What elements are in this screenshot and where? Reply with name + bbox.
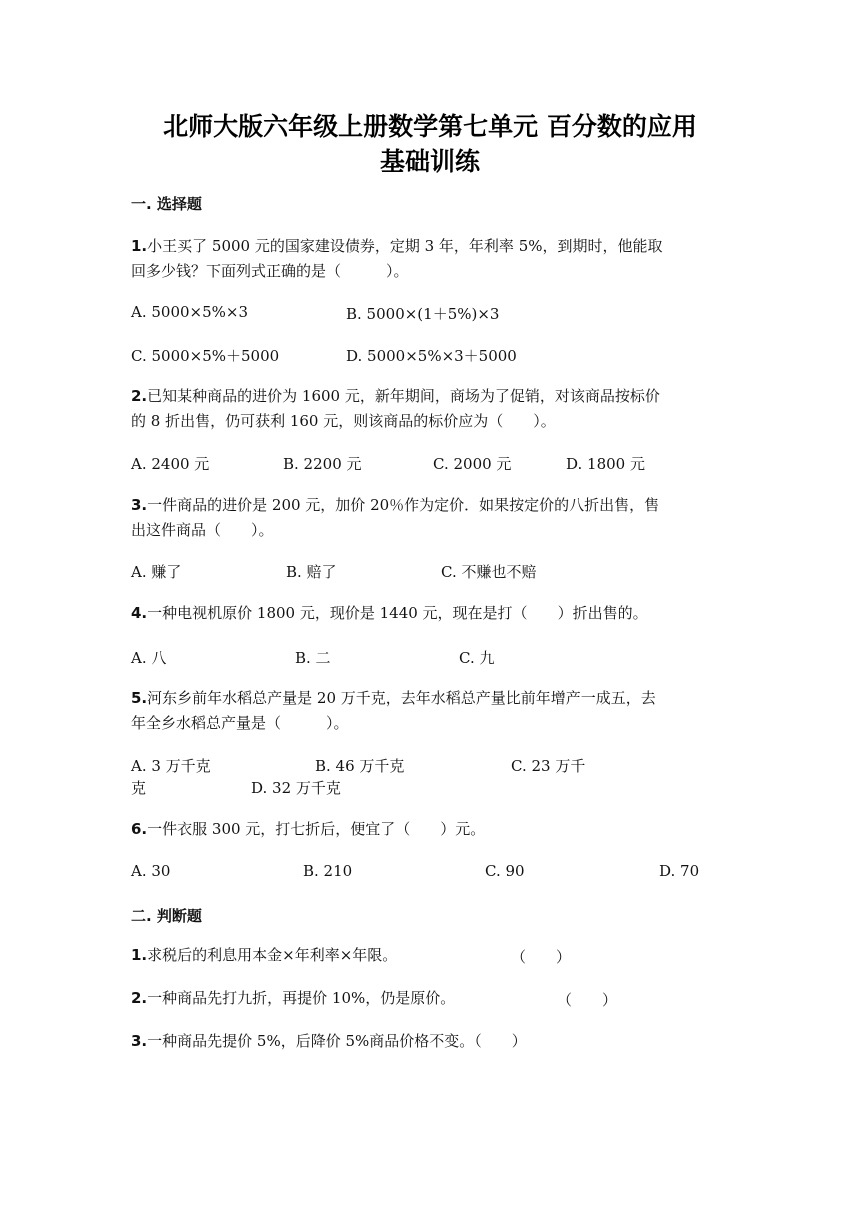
question-text: 的 8 折出售，仍可获利 160 元，则该商品的标价应为（ ）。 — [131, 412, 556, 430]
question-3 — [131, 493, 731, 543]
option-c-wrap: 克 — [131, 779, 147, 797]
option-a: A. 2400 元 — [131, 455, 210, 473]
judgment-question-3 — [131, 1029, 731, 1054]
judgment-question-1 — [131, 943, 731, 968]
option-a: A. 5000×5%×3 — [131, 303, 249, 321]
question-1 — [131, 234, 731, 284]
option-b: B. 5000×(1＋5%)×3 — [346, 305, 500, 323]
option-b: B. 二 — [295, 649, 331, 667]
question-number: 2. — [131, 989, 148, 1007]
question-text: 小王买了 5000 元的国家建设债券，定期 3 年，年利率 5%，到期时，他能取 — [147, 237, 663, 255]
option-a: A. 八 — [131, 649, 167, 667]
question-text: 已知某种商品的进价为 1600 元，新年期间，商场为了促销，对该商品按标价 — [147, 387, 660, 405]
question-number: 3. — [131, 496, 148, 514]
option-a: A. 30 — [131, 862, 171, 880]
option-c: C. 九 — [459, 649, 495, 667]
option-b: B. 赔了 — [286, 563, 337, 581]
question-number: 1. — [131, 946, 148, 964]
option-c: C. 不赚也不赔 — [441, 563, 537, 581]
question-text: 一种商品先提价 5%，后降价 5%商品价格不变。（ ） — [147, 1032, 527, 1050]
option-c: C. 2000 元 — [433, 455, 512, 473]
question-number: 2. — [131, 387, 148, 405]
question-2 — [131, 384, 731, 434]
question-number: 3. — [131, 1032, 148, 1050]
section-heading-judgment: 二. 判断题 — [131, 907, 202, 925]
option-d: D. 70 — [659, 862, 700, 880]
question-text: 出这件商品（ ）。 — [131, 521, 274, 539]
option-a: A. 赚了 — [131, 563, 182, 581]
page-subtitle: 基础训练 — [379, 147, 480, 176]
question-text: 一种电视机原价 1800 元，现价是 1440 元，现在是打（ ）折出售的。 — [147, 604, 648, 622]
question-text: 回多少钱？下面列式正确的是（ ）。 — [131, 262, 409, 280]
answer-blank: （ ） — [557, 991, 618, 1009]
option-c: C. 5000×5%＋5000 — [131, 347, 280, 365]
question-4 — [131, 601, 731, 626]
question-6 — [131, 817, 731, 842]
question-text: 一件衣服 300 元，打七折后，便宜了（ ）元。 — [147, 820, 486, 838]
question-text: 年全乡水稻总产量是（ ）。 — [131, 714, 349, 732]
question-number: 4. — [131, 604, 148, 622]
answer-blank: （ ） — [511, 948, 572, 966]
question-text: 河东乡前年水稻总产量是 20 万千克，去年水稻总产量比前年增产一成五，去 — [147, 689, 656, 707]
question-text: 一种商品先打九折，再提价 10%，仍是原价。 — [147, 989, 456, 1007]
page-title: 北师大版六年级上册数学第七单元 百分数的应用 — [163, 112, 697, 141]
question-5 — [131, 686, 731, 736]
option-b: B. 2200 元 — [283, 455, 362, 473]
option-c: C. 90 — [485, 862, 525, 880]
question-number: 1. — [131, 237, 148, 255]
option-d: D. 5000×5%×3＋5000 — [346, 347, 517, 365]
option-c: C. 23 万千 — [511, 757, 586, 775]
option-d: D. 1800 元 — [566, 455, 645, 473]
question-number: 5. — [131, 689, 148, 707]
judgment-question-2 — [131, 986, 731, 1011]
option-b: B. 46 万千克 — [315, 757, 405, 775]
option-a: A. 3 万千克 — [131, 757, 211, 775]
question-number: 6. — [131, 820, 148, 838]
question-text: 一件商品的进价是 200 元，加价 20％作为定价．如果按定价的八折出售，售 — [147, 496, 660, 514]
option-b: B. 210 — [303, 862, 353, 880]
question-text: 求税后的利息用本金×年利率×年限。 — [147, 946, 398, 964]
option-d: D. 32 万千克 — [251, 779, 341, 797]
section-heading-choice: 一. 选择题 — [131, 195, 202, 213]
